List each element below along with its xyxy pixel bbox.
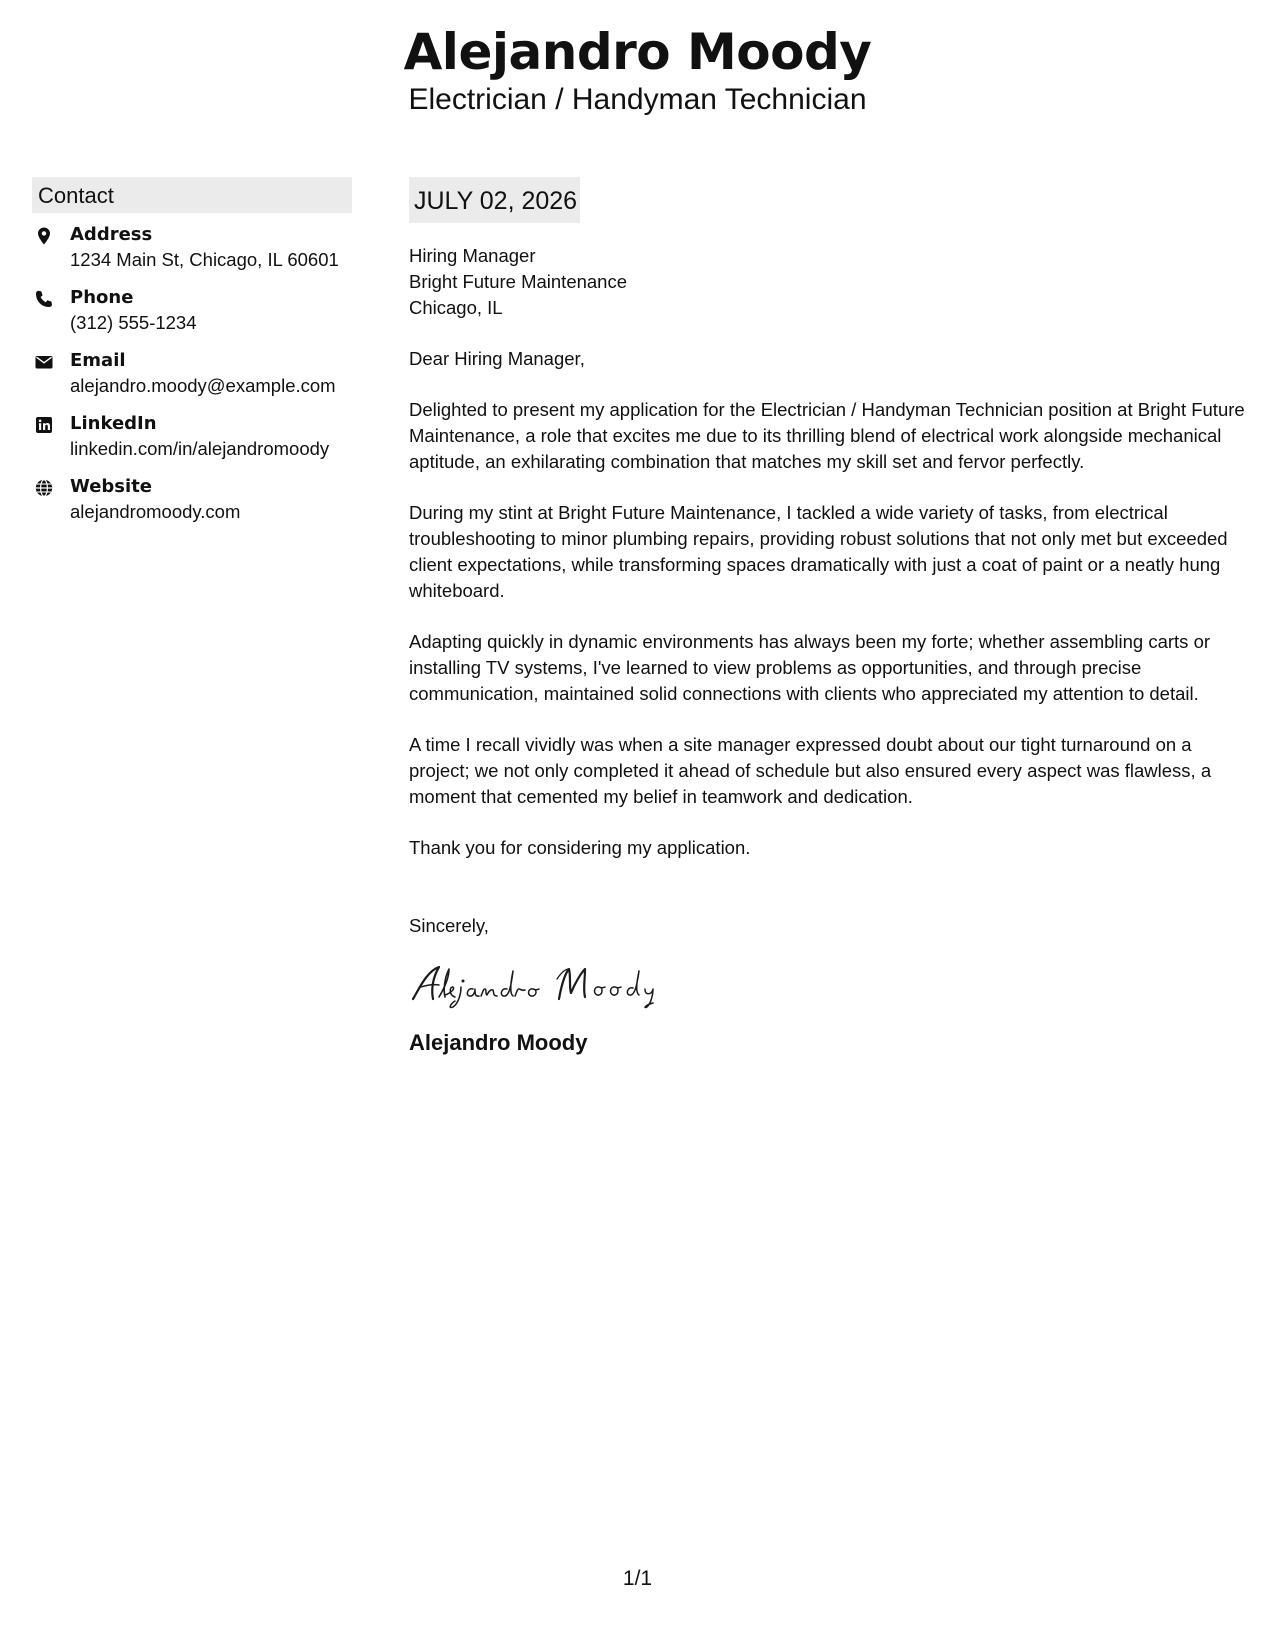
recipient-line: Hiring Manager xyxy=(409,245,536,266)
body-paragraph: A time I recall vividly was when a site manager expressed doubt about our tight turnaround on a project; we not only completed it ahead of schedule but also ensured every aspect was flawless, a moment that cemented my belief in teamwork and dedication. xyxy=(409,734,1212,807)
envelope-icon xyxy=(34,352,54,372)
recipient-block xyxy=(409,243,1254,321)
contact-list xyxy=(32,223,352,538)
map-pin-icon xyxy=(34,226,54,246)
recipient-line: Chicago, IL xyxy=(409,297,503,318)
body-paragraph: Adapting quickly in dynamic environments has always been my forte; whether assembling carts or installing TV systems, I've learned to view problems as opportunities, and through precise communication, maintained solid connections with clients who appreciated my attention to detail. xyxy=(409,631,1211,704)
contact-label: Email xyxy=(70,350,126,371)
contact-value: alejandromoody.com xyxy=(70,501,241,522)
contact-label: Address xyxy=(70,224,153,245)
contact-label: LinkedIn xyxy=(70,413,157,434)
letter-body xyxy=(409,177,1254,1057)
body-paragraph: Thank you for considering my application. xyxy=(409,837,751,858)
signature-image xyxy=(409,959,673,1011)
salutation: Dear Hiring Manager, xyxy=(409,348,585,369)
page-number: 1/1 xyxy=(622,1567,653,1590)
contact-label: Website xyxy=(70,476,153,497)
contact-value: alejandro.moody@example.com xyxy=(70,375,336,396)
letter-date: JULY 02, 2026 xyxy=(409,177,580,223)
linkedin-icon xyxy=(34,415,54,435)
contact-item-email xyxy=(32,349,352,412)
globe-icon xyxy=(34,478,54,498)
contact-item-phone xyxy=(32,286,352,349)
contact-item-linkedin xyxy=(32,412,352,475)
applicant-job-title: Electrician / Handyman Technician xyxy=(408,83,867,116)
recipient-line: Bright Future Maintenance xyxy=(409,271,628,292)
contact-item-website xyxy=(32,475,352,538)
contact-value: (312) 555-1234 xyxy=(70,312,197,333)
contact-value: linkedin.com/in/alejandromoody xyxy=(70,438,330,459)
applicant-name: Alejandro Moody xyxy=(403,23,872,81)
phone-icon xyxy=(34,289,54,309)
contact-label: Phone xyxy=(70,287,134,308)
body-paragraph: During my stint at Bright Future Maintenance, I tackled a wide variety of tasks, from electrical troubleshooting to minor plumbing repairs, providing robust solutions that not only met but exceeded client expectations, while transforming spaces dramatically with just a coat of paint or a neatly hung whiteboard. xyxy=(409,502,1228,601)
contact-heading: Contact xyxy=(32,177,352,213)
letter-header xyxy=(0,22,1275,118)
contact-item-address xyxy=(32,223,352,286)
contact-sidebar xyxy=(32,177,352,538)
contact-value: 1234 Main St, Chicago, IL 60601 xyxy=(70,249,339,270)
signer-name: Alejandro Moody xyxy=(409,1030,588,1055)
body-paragraph: Delighted to present my application for the Electrician / Handyman Technician position at Bright Future Maintenance, a role that excites me due to its thrilling blend of electrical work alongside mechanical aptitude, an exhilarating combination that matches my skill set and fervor perfectly. xyxy=(409,399,1245,472)
closing: Sincerely, xyxy=(409,915,489,936)
